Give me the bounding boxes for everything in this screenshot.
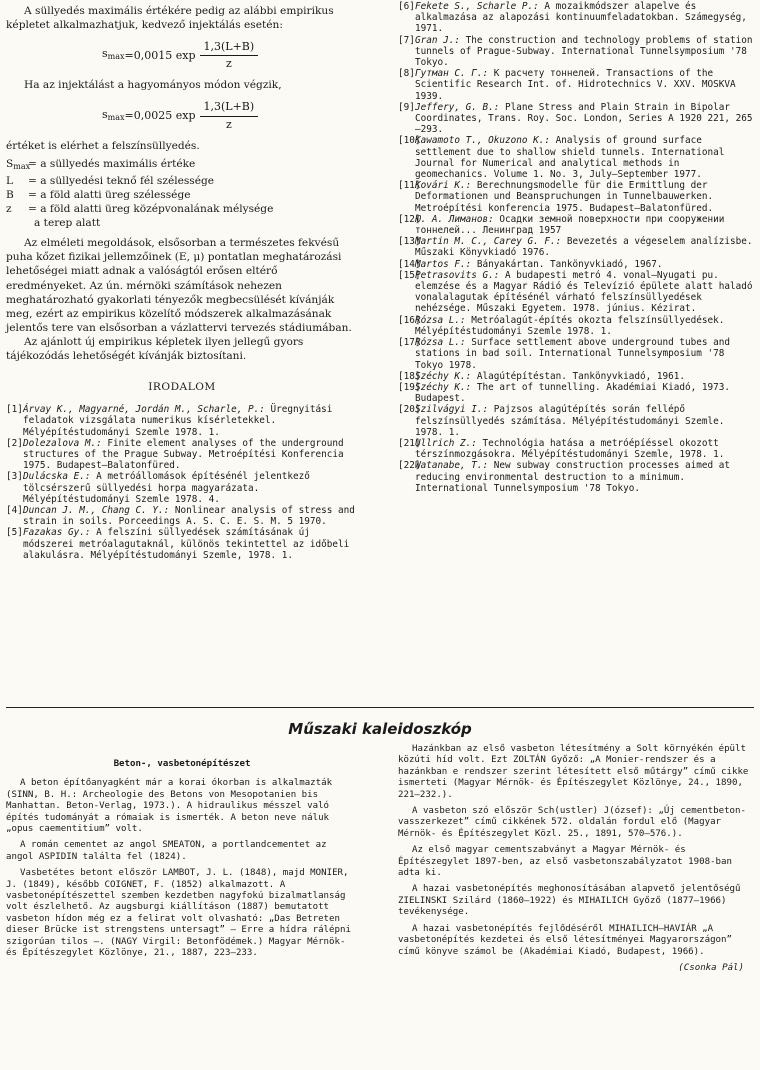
reference-item xyxy=(398,382,754,404)
reference-body: Üregnyitási feladatok vizsgálata numerikus kísérletekkel. Mélyépítéstudományi Szemle 1978. 1. xyxy=(23,404,333,438)
reference-item xyxy=(398,135,754,180)
reference-author: Fazakas Gy.: xyxy=(23,527,91,539)
fraction-denominator: z xyxy=(225,57,232,71)
definition-text: = a süllyedés maximális értéke xyxy=(28,157,196,170)
reference-text xyxy=(415,236,754,258)
reference-author: Jeffery, G. B.: xyxy=(415,101,500,113)
formula-fraction xyxy=(200,100,259,131)
reference-body: Technológia hatása a metróépíéssel okozott térszínmozgásokra. Mélyépítéstudományi Szemle, 1978. 1. xyxy=(415,437,725,461)
reference-item xyxy=(398,270,754,315)
reference-item xyxy=(398,1,754,35)
definition-symbol-sub: max xyxy=(13,161,31,171)
reference-number: [22] xyxy=(398,460,421,472)
formula-fraction xyxy=(200,40,259,71)
fraction-numerator: 1,3(L+B) xyxy=(200,40,259,56)
formula-injection xyxy=(6,40,358,71)
reference-item xyxy=(398,102,754,136)
reference-body: New subway construction processes aimed at reducing environmental destruction to a minimum. International Tunnelsymposium '78 Tokyo. xyxy=(415,460,731,494)
reference-text xyxy=(23,404,358,438)
reference-author: Гутман С. Г.: xyxy=(415,68,489,80)
definition-symbol: z xyxy=(6,203,12,216)
subsection-heading: Beton-, vasbetonépítészet xyxy=(113,759,251,769)
reference-body: Finite element analyses of the underground structures of the Prague Subway. Metroépítési Konferencia 1975. Budapest—Balatonfüred. xyxy=(23,437,344,472)
body-paragraph: A beton építőanyagként már a korai ókorban is alkalmazták (SINN, B. H.: Archeologie des Betons von Mesopotanien bis Manhattan. Beton-Verlag, 1973.). A hidraulikus mésszel való építés tudományát a rómaiak is ismerték. A beton neve náluk „opus caementitium” volt. xyxy=(6,778,333,835)
reference-text xyxy=(415,382,754,404)
body-paragraph: Hazánkban az első vasbeton létesítmény a Solt környékén épült közúti híd volt. Ezt ZOLTÁN Győző: „A Monier-rendszer és a hazánkban e rendszer szerint létesített első műtárgy” című cikke ismerteti (Magyar Mérnök- és Építészegylet Közlönye, 24., 1890, 221—232.). xyxy=(398,744,749,800)
formula-lhs-sub: max xyxy=(107,112,125,122)
reference-item xyxy=(398,315,754,337)
reference-text xyxy=(23,527,358,561)
reference-author: Dolezalova M.: xyxy=(23,437,102,449)
reference-item xyxy=(398,259,754,270)
reference-body: A felszíni süllyedések számításának új módszerei metróalagutaknál, különös tekintettel az időbeli alakulásra. Mélyépítéstudományi Szemle, 1978. 1. xyxy=(23,527,350,561)
definition-row xyxy=(6,157,358,174)
formula-coefficient: =0,0015 exp xyxy=(124,48,196,62)
reference-author: Rózsa L.: xyxy=(415,314,466,326)
formula-traditional xyxy=(6,100,358,131)
reference-body: Metróalagút-építés okozta felszínsüllyedések. Mélyépítéstudományi Szemle 1978. 1. xyxy=(415,314,725,337)
reference-author: Martos F.: xyxy=(415,258,472,270)
reference-item xyxy=(398,180,754,214)
reference-body: The construction and technology problems of station tunnels of Prague-Subway. International Tunnelsymposium '78 Tokyo. xyxy=(415,34,753,69)
reference-text xyxy=(415,315,754,337)
reference-number: [16] xyxy=(398,314,421,326)
reference-number: [13] xyxy=(398,236,421,248)
reference-number: [1] xyxy=(6,404,23,416)
reference-body: A mozaikmódszer alapelve és alkalmazása az alapozási kontinuumfeladatokban. Számegység, 1971. xyxy=(415,1,747,35)
reference-author: Martin M. C., Carey G. F.: xyxy=(415,236,562,248)
reference-number: [20] xyxy=(398,404,421,416)
reference-item xyxy=(6,471,358,505)
body-paragraph: A hazai vasbetonépítés meghonosításában alapvető jelentőségű ZIELINSKI Szilárd (1860—1922) és MIHAILICH Győző (1877—1966) tevékenysége. xyxy=(398,884,741,918)
reference-number: [8] xyxy=(398,68,415,80)
reference-body: Analysis of ground surface settlement due to shallow shield tunnels. International Journal for Numerical and analytical methods in geomechanics. Volume 1. No. 3, July—September 1977. xyxy=(415,135,725,181)
article-left-column xyxy=(6,4,358,561)
body-paragraph: Vasbetétes betont először LAMBOT, J. L. (1848), majd MONIER, J. (1849), később COIGNET, F. (1852) alkalmazott. A vasbetonépítészettel szemben kezdetben nagyfokú bizalmatlanság volt észlelhető. Az augsburgi kiállításon (1887) bemutatott vasbeton hídon még ez a felirat volt olvasható: „Das Betreten dieser Brücke ist strengstens untersagt” — Erre a hídra rálépni szigorúan tilos —. (NAGY Virgil: Betonfödémek.) Magyar Mérnök- és Építészegylet Közlönye, 21., 1887, 223—233. xyxy=(6,868,351,959)
reference-number: [4] xyxy=(6,504,23,516)
reference-author: Gran J.: xyxy=(415,34,461,46)
reference-author: Széchy K.: xyxy=(415,381,472,393)
reference-item xyxy=(398,404,754,438)
intro-paragraph-2: Ha az injektálást a hagyományos módon végzik, xyxy=(24,79,282,92)
reference-body: A budapesti metró 4. vonal—Nyugati pu. elemzése és a Magyar Rádió és Televízió épülete alatt haladó vonalalagutak építésénél várható felszínsüllyedések nehézsége. Műszaki Egyetem. 1978. június. Kézirat. xyxy=(415,269,753,315)
reference-text xyxy=(415,1,754,35)
reference-text xyxy=(415,404,754,438)
reference-number: [10] xyxy=(398,135,421,147)
symbol-definitions xyxy=(6,157,358,230)
reference-author: Dulácska E.: xyxy=(23,471,91,483)
formula-lhs-sub: max xyxy=(107,52,125,62)
definition-row xyxy=(6,174,358,188)
reference-author: Rózsa L.: xyxy=(415,337,466,349)
section-title: Műszaki kaleidoszkóp xyxy=(288,720,472,738)
definition-row xyxy=(6,188,358,202)
reference-author: Petrasovits G.: xyxy=(415,269,500,281)
reference-body: Alagútépítéstan. Tankönyvkiadó, 1961. xyxy=(471,370,686,382)
definition-symbol: L xyxy=(6,174,14,187)
reference-text xyxy=(415,438,754,460)
reference-text xyxy=(415,214,754,236)
formula-lhs: s xyxy=(102,47,108,61)
reference-text xyxy=(23,471,358,505)
reference-text xyxy=(415,337,754,371)
reference-author: Fekete S., Scharle P.: xyxy=(415,1,539,12)
reference-number: [19] xyxy=(398,381,421,393)
reference-item xyxy=(398,337,754,371)
fraction-denominator: z xyxy=(225,117,232,131)
kaleidoscope-right-column xyxy=(398,744,754,974)
reference-body: К расчету тоннелей. Transactions of the Scientific Research Int. of. Hidrotechnics V. XXV. MOSKVA 1939. xyxy=(415,68,736,102)
reference-item xyxy=(398,35,754,69)
reference-number: [7] xyxy=(398,34,415,46)
references-heading: IRODALOM xyxy=(148,381,216,394)
reference-body: Pajzsos alagútépítés során fellépő felszínsüllyedés számítása. Mélyépítéstudományi Szemle. 1978. 1. xyxy=(415,404,725,438)
intro-paragraph: A süllyedés maximális értékére pedig az alábbi empirikus képletet alkalmazhatjuk, kedvező injektálás esetén: xyxy=(6,5,334,32)
reference-number: [3] xyxy=(6,471,23,483)
reference-number: [21] xyxy=(398,437,421,449)
reference-body: Осадки земной поверхности при сооружении тоннелей... Ленинград 1957 xyxy=(415,213,725,237)
reference-text xyxy=(23,438,358,472)
fraction-numerator: 1,3(L+B) xyxy=(200,100,259,116)
reference-item xyxy=(6,438,358,472)
reference-author: Árvay K., Magyarné, Jordán M., Scharle, P.: xyxy=(23,404,265,416)
references-list-left xyxy=(6,404,358,561)
reference-item xyxy=(398,214,754,236)
reference-body: Surface settlement above underground tubes and stations in bad soil. International Tunnelsymposium '78 Tokyo 1978. xyxy=(415,337,731,371)
reference-body: Bevezetés a végeselem analízisbe. Műszaki Könyvkiadó 1976. xyxy=(415,236,753,259)
reference-author: Watanabe, T.: xyxy=(415,460,489,472)
body-paragraph: Az elméleti megoldások, elsősorban a természetes fekvésű puha kőzet fizikai jellemzőinek (E, μ) pontatlan meghatározási lehetőségei miatt adnak a valóságtól erősen eltérő eredményeket. Az ún. mérnöki számítások nehezen meghatározható gyakorlati tényezők megbecsülését kívánják meg, ezért az empirikus közelítő módszerek alkalmazásának jelentős tere van elsősorban a vázlattervi tervezés stádiumában. xyxy=(6,237,352,334)
reference-author: Szilvágyi I.: xyxy=(415,404,489,416)
formula-lhs: s xyxy=(102,107,108,121)
references-list-right xyxy=(398,1,754,494)
reference-body: Plane Stress and Plain Strain in Bipolar Coordinates, Trans. Roy. Soc. London, Series A 1920 221, 265—293. xyxy=(415,101,753,136)
reference-author: Ullrich Z.: xyxy=(415,437,477,449)
reference-text xyxy=(415,270,754,315)
definition-row xyxy=(6,202,358,216)
reference-number: [12] xyxy=(398,213,421,225)
reference-author: Kawamoto T., Okuzono K.: xyxy=(415,135,551,147)
reference-text xyxy=(415,180,754,214)
reference-author: Ю. А. Лиманов: xyxy=(415,213,494,225)
body-paragraph: Az ajánlott új empirikus képletek ilyen jellegű gyors tájékozódás lehetőségét kívánják biztosítani. xyxy=(6,335,304,362)
reference-text xyxy=(415,35,754,69)
reference-body: Bányakártan. Tankönyvkiadó, 1967. xyxy=(471,258,663,270)
reference-item xyxy=(6,404,358,438)
reference-item xyxy=(398,236,754,258)
definition-symbol: S xyxy=(6,157,14,170)
kaleidoscope-left-column xyxy=(6,759,358,965)
definition-continuation: a terep alatt xyxy=(34,217,101,230)
reference-number: [15] xyxy=(398,269,421,281)
reference-body: Nonlinear analysis of stress and strain in soils. Porceedings A. S. C. E. S. M. 5 1970. xyxy=(23,504,355,528)
definition-text: = a föld alatti üreg szélessége xyxy=(28,188,191,201)
reference-number: [9] xyxy=(398,101,415,113)
reference-text xyxy=(415,102,754,136)
body-paragraph: A hazai vasbetonépítés fejlődéséről MIHAILICH—HAVIÁR „A vasbetonépítés kezdetei és első létesítményei Magyarországon” című könyve számol be (Akadémiai Kiadó, Budapest, 1966). xyxy=(398,923,732,957)
reference-text xyxy=(415,371,754,382)
author-signature: (Csonka Pál) xyxy=(678,962,744,973)
reference-number: [17] xyxy=(398,337,421,349)
reference-item xyxy=(398,371,754,382)
body-paragraph: A vasbeton szó először Sch(ustler) J(ózsef): „Új cementbeton-vasszerkezet” című cikkének 572. oldalán fordul elő (Magyar Mérnök- és Építészegylet Közl. 25., 1891, 570—576.). xyxy=(398,806,746,839)
reference-number: [14] xyxy=(398,258,421,270)
reference-text xyxy=(23,505,358,527)
definition-symbol: B xyxy=(6,188,14,201)
reference-number: [2] xyxy=(6,437,23,449)
reference-body: The art of tunnelling. Akadémiai Kiadó, 1973. Budapest. xyxy=(415,381,731,405)
reference-item xyxy=(398,460,754,494)
intro-paragraph-3: értéket is elérhet a felszínsüllyedés. xyxy=(6,139,200,152)
reference-text xyxy=(415,68,754,102)
reference-item xyxy=(6,527,358,561)
body-paragraph: A román cementet az angol SMEATON, a portlandcementet az angol ASPIDIN találta fel (1824). xyxy=(6,840,327,862)
reference-body: Berechnungsmodelle für die Ermittlung der Deformationen und Beanspruchungen in Tunnelbauwerken. Metroépítési konferencia 1975. Budapest—Balatonfüred. xyxy=(415,180,714,214)
formula-coefficient: =0,0025 exp xyxy=(124,109,196,123)
reference-item xyxy=(6,505,358,527)
reference-number: [6] xyxy=(398,1,415,12)
reference-text xyxy=(415,259,754,270)
body-paragraph: Az első magyar cementszabványt a Magyar Mérnök- és Építészegylet 1897-ben, az első vasbetonszabályzatot 1908-ban adta ki. xyxy=(398,845,732,879)
reference-text xyxy=(415,135,754,180)
section-divider xyxy=(6,707,754,708)
reference-item xyxy=(398,438,754,460)
reference-body: A metróállomások építésénél jelentkező tölcsérszerű süllyedési horpa magyarázata. Mélyépítéstudományi Szemle 1978. 4. xyxy=(23,471,310,505)
reference-item xyxy=(398,68,754,102)
definition-text: = a süllyedési teknő fél szélessége xyxy=(28,174,215,187)
definition-text: = a föld alatti üreg középvonalának mélysége xyxy=(28,203,274,216)
reference-author: Duncan J. M., Chang C. Y.: xyxy=(23,504,170,516)
reference-number: [18] xyxy=(398,370,421,382)
reference-author: Kovári K.: xyxy=(415,180,472,192)
reference-text xyxy=(415,460,754,494)
reference-number: [5] xyxy=(6,527,23,539)
reference-author: Széchy K.: xyxy=(415,370,472,382)
reference-number: [11] xyxy=(398,180,421,192)
